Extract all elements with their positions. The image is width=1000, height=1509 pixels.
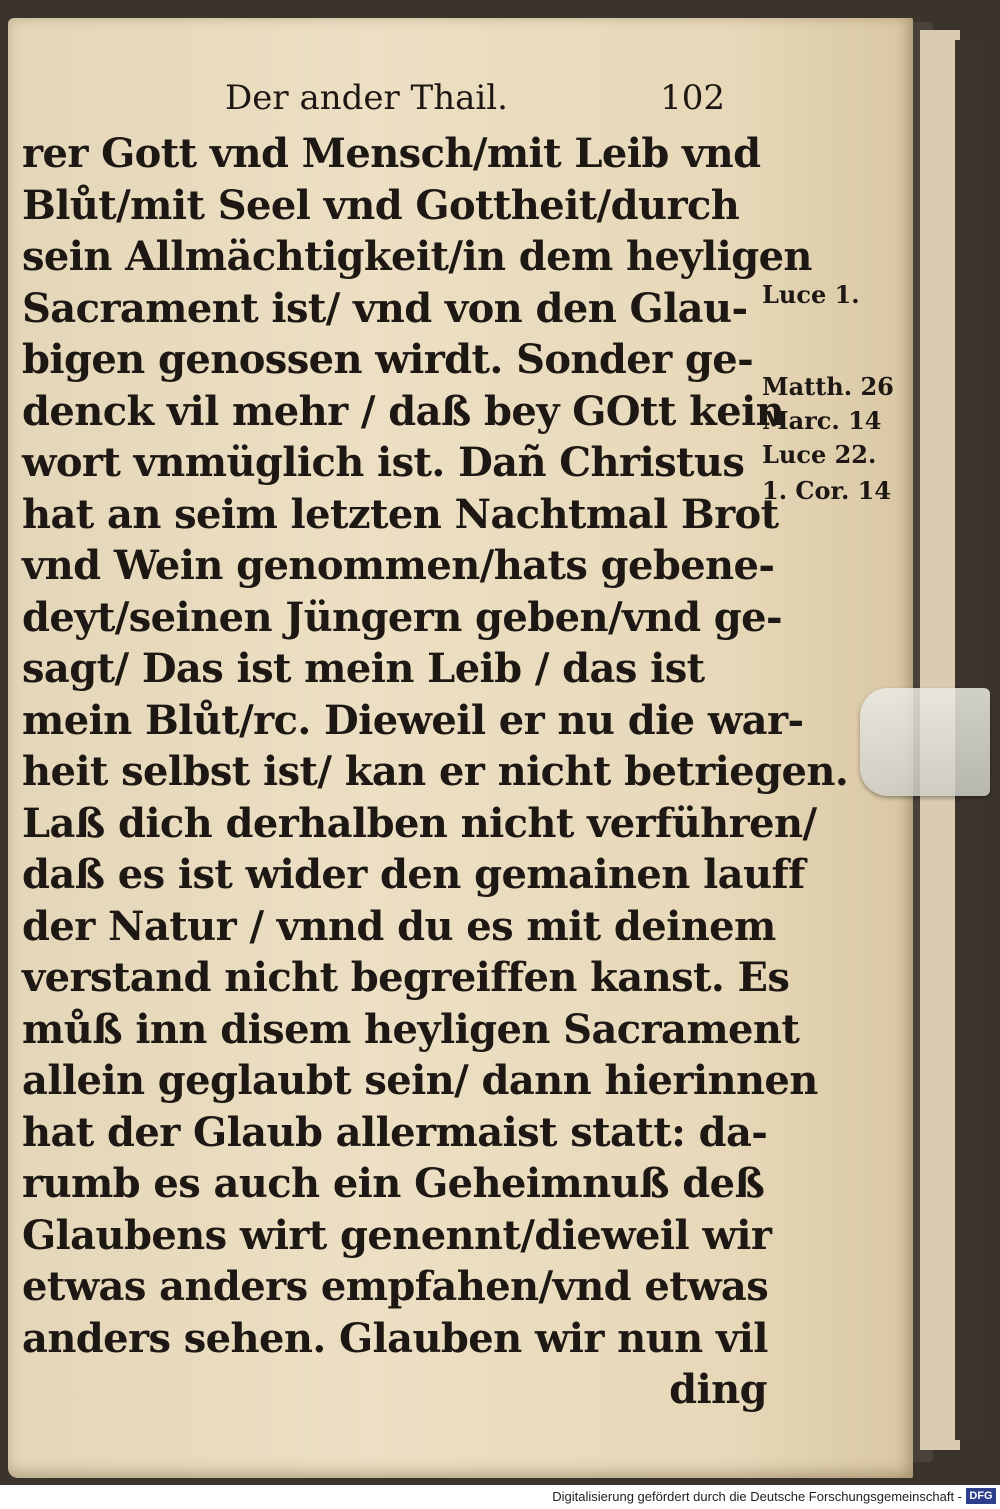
catchword: ding — [669, 1366, 767, 1413]
text-line: Laß dich derhalben nicht verführen/ — [22, 799, 817, 847]
text-line: allein geglaubt sein/ dann hierinnen — [22, 1057, 818, 1104]
text-line: etwas anders empfahen/vnd etwas — [22, 1263, 769, 1310]
text-line: anders sehen. Glauben wir nun vil — [22, 1314, 768, 1362]
digitization-footer — [0, 1485, 1000, 1509]
text-line: hat der Glaub allermaist statt: da- — [22, 1108, 768, 1156]
margin-note: Luce 22. — [762, 440, 877, 469]
text-line: wort vnmüglich ist. Dañ Christus — [22, 439, 745, 486]
text-line: Blůt/mit Seel vnd Gottheit/durch — [22, 181, 740, 229]
dfg-logo: DFG — [966, 1488, 996, 1504]
text-line: sagt/ Das ist mein Leib / das ist — [22, 645, 705, 692]
margin-note: 1. Cor. 14 — [762, 476, 892, 505]
page-clip — [860, 688, 990, 796]
text-line: Glaubens wirt genennt/dieweil wir — [22, 1211, 772, 1259]
margin-note: Marc. 14 — [762, 406, 882, 435]
text-line: daß es ist wider den gemainen lauff — [22, 851, 805, 898]
text-line: denck vil mehr / daß bey GOtt kein — [22, 387, 785, 435]
text-line: heit selbst ist/ kan er nicht betriegen. — [22, 748, 849, 795]
margin-note: Luce 1. — [762, 280, 860, 309]
margin-note: Matth. 26 — [762, 372, 894, 401]
text-line: můß inn disem heyligen Sacrament — [22, 1005, 800, 1053]
text-line: rumb es auch ein Geheimnuß deß — [22, 1160, 765, 1207]
text-line: verstand nicht begreiffen kanst. Es — [22, 954, 790, 1001]
funding-credit: Digitalisierung gefördert durch die Deutsche Forschungsgemeinschaft - — [552, 1489, 962, 1504]
text-line: der Natur / vnnd du es mit deinem — [22, 902, 776, 950]
header-title: Der ander Thail. — [225, 78, 508, 118]
text-line: Sacrament ist/ vnd von den Glau- — [22, 284, 748, 332]
page-number: 102 — [660, 78, 725, 118]
running-header — [225, 78, 725, 122]
text-line: rer Gott vnd Mensch/mit Leib vnd — [22, 130, 761, 177]
text-line: sein Allmächtigkeit/in dem heyligen — [22, 233, 812, 280]
text-line: deyt/seinen Jüngern geben/vnd ge- — [22, 593, 783, 641]
text-line: hat an seim letzten Nachtmal Brot — [22, 490, 779, 538]
text-line: bigen genossen wirdt. Sonder ge- — [22, 336, 754, 383]
text-line: vnd Wein genommen/hats gebene- — [22, 542, 775, 589]
text-line: mein Blůt/rc. Dieweil er nu die war- — [22, 696, 804, 744]
